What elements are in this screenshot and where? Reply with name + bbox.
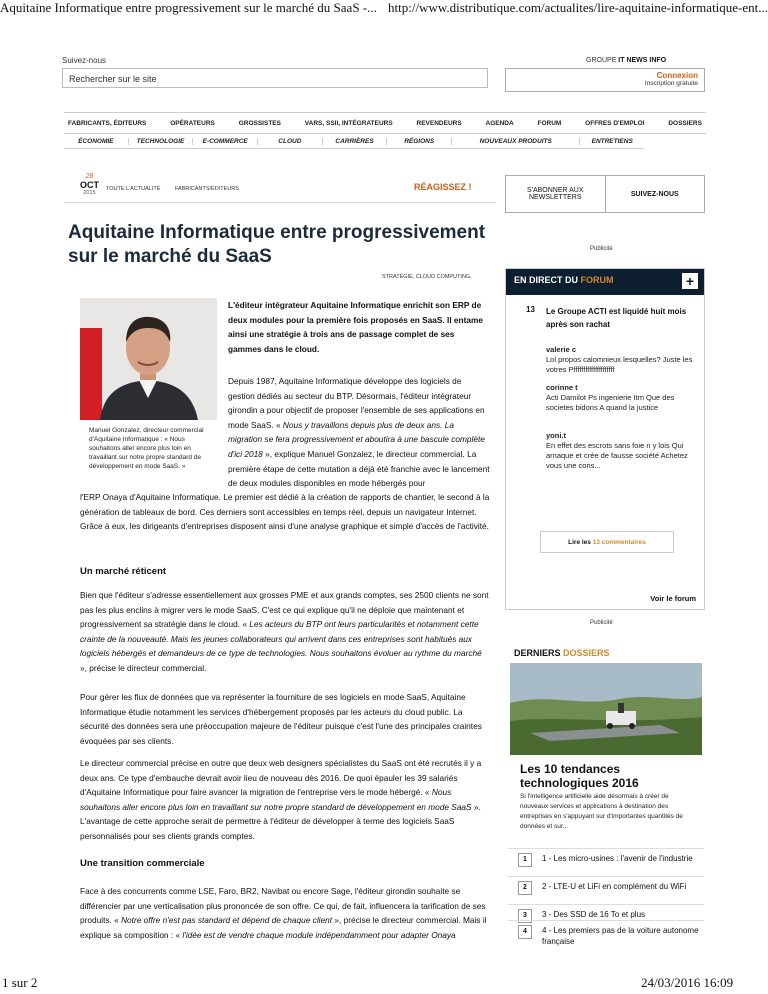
quote: Les acteurs du BTP ont leurs particularités et notamment cette crainte de la nouveauté. Mais les jeunes collaborateurs qui arrivent dans ces entreprises sont habitués aux logiciels hébergés et demandeurs de ce type de technologies. Nous souhaitons évoluer au rythme du marché: [80, 619, 482, 659]
section-heading: Une transition commerciale: [80, 858, 205, 869]
read-prefix: Lire les: [568, 539, 591, 546]
quote: Nous souhaitons aller encore plus loin en travaillant sur notre propre standard de développement en mode SaaS: [80, 787, 472, 812]
nav-item[interactable]: FORUM: [537, 119, 562, 127]
breadcrumb-all[interactable]: TOUTE L'ACTUALITÉ: [106, 186, 161, 192]
print-timestamp: 24/03/2016 16:09: [641, 975, 734, 990]
paragraph: Pour gérer les flux de données que va représenter la fourniture de ses logiciels en mode SaaS, Aquitaine Informatique étudie notamment les services d'hébergement proposés par les acteurs du cloud public. La sécurité des données sera une préoccupation majeure de l'éditeur puisque c'est l'une des principales craintes évoquées par ses clients.: [80, 692, 482, 746]
nav-item[interactable]: DOSSIERS: [668, 119, 702, 127]
text-run: », précise le directeur commercial. Mais il explique sa composition : «: [80, 915, 487, 940]
forum-post[interactable]: [546, 383, 696, 413]
breadcrumb-category[interactable]: FABRICANTS/EDITEURS: [175, 186, 239, 192]
read-count: 13 commentaires: [592, 539, 646, 546]
text-run: Bien que l'éditeur s'adresse essentiellement aux grosses PME et aux grands comptes, ses 2500 clients ne sont pas les plus enclins à migrer vers le mode SaaS. C'est ce qui explique qu'il ne déploie que maintenant et progressivement sa stratégie dans le cloud. «: [80, 590, 489, 630]
paragraph: [80, 588, 490, 676]
quote: l'idée est de vendre chaque module indépendamment pour adapter Onaya: [182, 929, 456, 940]
primary-nav: [64, 112, 706, 134]
landscape-illustration: [510, 663, 702, 755]
text-run: Face à des concurrents comme LSE, Faro, BR2, Navibat ou encore Sage, l'éditeur girondin souhaite se différencier par une verticalisation plus prononcée de son offre. Ce qui, de fait, influencera la tarification de ses produits. «: [80, 886, 486, 926]
nav-item[interactable]: OFFRES D'EMPLOI: [585, 119, 645, 127]
dossiers-prefix: DERNIERS: [514, 648, 561, 658]
text-run: », explique Manuel Gonzalez, le directeur commercial. La première étape de cette mutation a déjà été franchie avec le lancement de deux modules disponibles en mode hébergés pour: [228, 448, 490, 489]
forum-header: [506, 269, 704, 295]
forum-topic-link[interactable]: Le Groupe ACTI est liquidé huit mois après son rachat: [546, 307, 687, 329]
list-title: 3 - Des SSD de 16 To et plus: [542, 910, 646, 919]
list-number: 4: [518, 925, 532, 939]
view-forum-link[interactable]: Voir le forum: [650, 594, 696, 603]
paragraph: [80, 884, 490, 942]
nav-item[interactable]: REVENDEURS: [416, 119, 462, 127]
nav-item[interactable]: ENTRETIENS: [591, 137, 633, 145]
date-day: 28: [85, 173, 94, 180]
nav-item[interactable]: AGENDA: [485, 119, 514, 127]
paragraph: l'ERP Onaya d'Aquitaine Informatique. Le premier est dédié à la création de rapports de chantier, le second à la génération de tableaux de bord. Ces derniers sont accessibles en temps réel, depuis un navigateur Internet. Grâce à eux, les dirigeants d'entreprises disposent ainsi d'une analyse graphique et simple d'accès de l'activité.: [80, 492, 490, 532]
dossier-list-item[interactable]: [508, 876, 704, 904]
nav-item[interactable]: RÉGIONS: [387, 138, 452, 145]
group-prefix: GROUPE: [586, 57, 617, 64]
nav-item[interactable]: CLOUD: [258, 138, 323, 145]
text-run: Depuis 1987, Aquitaine Informatique développe des logiciels de gestion dédiés au secteur du BTP. Désormais, l'éditeur intégrateur girondin a pour objectif de proposer l'ensemble de ses applications en mode SaaS. «: [228, 376, 485, 430]
date-box: [80, 173, 99, 196]
quote: Notre offre n'est pas standard et dépend de chaque client: [121, 915, 333, 926]
post-author: valerie c: [546, 345, 577, 354]
signup-link[interactable]: Inscription gratuite: [644, 80, 698, 87]
browser-title: Aquitaine Informatique entre progressivement sur le marché du SaaS -...: [0, 0, 377, 15]
ad-label: Publicité: [590, 620, 613, 626]
nav-item[interactable]: OPÉRATEURS: [170, 119, 215, 127]
post-author: yoni.t: [546, 431, 566, 440]
list-title: 1 - Les micro-usines : l'avenir de l'industrie: [542, 854, 693, 863]
group-label[interactable]: [586, 57, 666, 64]
login-link[interactable]: Connexion: [656, 71, 698, 80]
browser-url[interactable]: http://www.distributique.com/actualites/lire-aquitaine-informatique-ent...: [388, 0, 768, 15]
forum-word: FORUM: [580, 275, 614, 285]
post-text: En effet des escrots sans foie n y lois Qui arnaque et crée de fausse société Achetez vous une cons...: [546, 441, 688, 470]
page-indicator: 1 sur 2: [2, 975, 38, 990]
secondary-nav: [64, 134, 644, 149]
date-month: OCT: [80, 180, 99, 190]
nav-item[interactable]: NOUVEAUX PRODUITS: [452, 138, 580, 145]
forum-prefix: EN DIRECT DU: [514, 275, 579, 285]
text-run: Le directeur commercial précise en outre que deux web designers spécialistes du SaaS ont été recrutés il y a deux ans. Ce type d'embauche devrait avoir lieu de nouveau dès 2016. De quoi épauler les 39 salariés d'Aquitaine Informatique pour faire avancer la migration de l'entreprise vers le mode hébergé. «: [80, 758, 482, 798]
list-number: 1: [518, 853, 532, 867]
group-name: IT NEWS INFO: [618, 57, 667, 64]
dossier-description: Si l'intelligence artificielle aide désormais à créer de nouveaux services et applications à destination des entreprises en s'appuyant sur d'importantes quantités de données et sur...: [520, 793, 683, 830]
paragraph: [228, 374, 490, 491]
post-text: Lol propos calomnieux lesquelles? Juste les votres Pfffffffffffffffffffff: [546, 355, 693, 374]
list-number: 2: [518, 881, 532, 895]
nav-item[interactable]: CARRIÈRES: [323, 138, 388, 145]
nav-item[interactable]: VARS, SSII, INTÉGRATEURS: [304, 119, 393, 127]
paragraph: [80, 756, 490, 844]
nav-item[interactable]: GROSSISTES: [238, 119, 281, 127]
nav-item[interactable]: TECHNOLOGIE: [129, 138, 194, 145]
dossier-list-item[interactable]: [508, 848, 704, 876]
dossiers-heading: [514, 648, 610, 658]
nav-item[interactable]: FABRICANTS, ÉDITEURS: [68, 119, 147, 127]
text-run: », précise le directeur commercial.: [80, 662, 207, 673]
newsletter-follow-box: [505, 175, 705, 213]
author-photo: [80, 298, 217, 420]
login-box[interactable]: [505, 68, 705, 92]
article-title: Aquitaine Informatique entre progressivement sur le marché du SaaS: [68, 222, 486, 267]
photo-caption: Manuel Gonzalez, directeur commercial d'Aquitaine Informatique : « Nous souhaitons aller encore plus loin en travaillant sur notre propre standard de développement en mode SaaS. »: [89, 427, 204, 470]
plus-icon[interactable]: +: [682, 273, 698, 289]
read-comments-button[interactable]: [540, 531, 674, 553]
subscribe-newsletter-button[interactable]: S'ABONNER AUX NEWSLETTERS: [506, 176, 606, 212]
divider: [64, 202, 496, 203]
list-title: 2 - LTE-U et LiFi en complément du WiFi: [542, 882, 687, 891]
follow-us-button[interactable]: SUIVEZ-NOUS: [630, 190, 679, 198]
nav-item[interactable]: E-COMMERCE: [193, 138, 258, 145]
text-run: ». L'avantage de cette approche serait de permettre à l'éditeur de développer à terme des logiciels SaaS personnalisés pour ses clients grands comptes.: [80, 801, 481, 841]
forum-widget: [505, 268, 705, 610]
date-year: 2015: [83, 190, 96, 196]
comment-count: 13: [526, 305, 535, 314]
ad-label: Publicité: [590, 246, 613, 252]
post-text: Acti Damilot Ps ingenierie Itm Que des societes bidons A quand la justice: [546, 393, 675, 412]
portrait-illustration: [80, 298, 217, 420]
react-link[interactable]: RÉAGISSEZ !: [414, 182, 472, 192]
list-number: 3: [518, 909, 532, 923]
article-tags[interactable]: STRATÉGIE, CLOUD COMPUTING,: [382, 274, 472, 280]
dossiers-word: DOSSIERS: [563, 648, 610, 658]
dossier-title-link[interactable]: Les 10 tendances technologiques 2016: [520, 762, 639, 790]
forum-post[interactable]: [546, 345, 696, 375]
search-input[interactable]: Rechercher sur le site: [62, 68, 488, 88]
follow-link[interactable]: Suivez-nous: [62, 56, 107, 65]
nav-item[interactable]: ÉCONOMIE: [64, 138, 129, 145]
article-lead: L'éditeur intégrateur Aquitaine Informatique enrichit son ERP de deux modules pour la première fois proposés en SaaS. Il entame ainsi une stratégie à trois ans de passage complet de ses gammes dans le cloud.: [228, 300, 483, 354]
section-heading: Un marché réticent: [80, 566, 167, 577]
quote: Nous y travaillons depuis plus de deux ans. La migration se fera progressivement et aboutira à une bascule complète d'ici 2018: [228, 419, 485, 459]
list-title: 4 - Les premiers pas de la voiture autonome française: [542, 926, 699, 946]
post-author: corinne t: [546, 383, 578, 392]
dossier-list-item[interactable]: [508, 920, 704, 946]
dossier-image[interactable]: [510, 663, 702, 755]
forum-post[interactable]: [546, 431, 696, 471]
